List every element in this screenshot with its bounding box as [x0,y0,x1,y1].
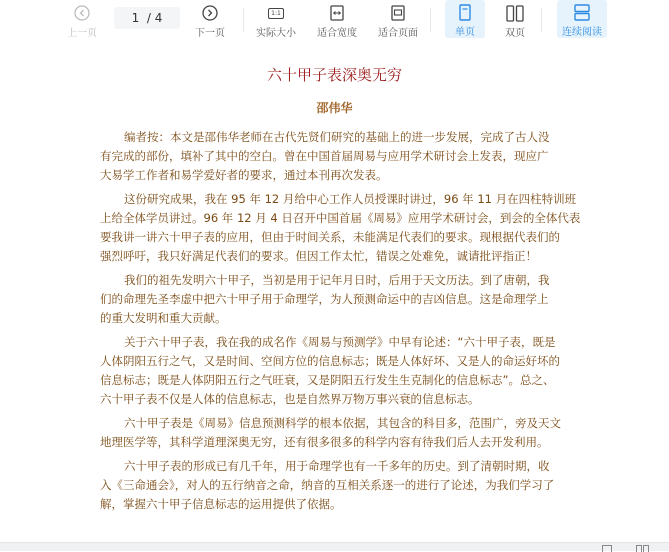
text-line: 六十甲子表的形成已有几千年，用于命理学也有一千多年的历史。到了清朝时期，收 [124,459,550,473]
text-line: 编者按：本文是邵伟华老师在古代先贤们研究的基础上的进一步发展，完成了古人没 [124,130,550,144]
text-line: 我们的祖先发明六十甲子，当初是用于记年月日时，后用于天文历法。到了唐朝，我 [124,273,550,287]
paragraph [100,414,580,452]
prev-page-label: 上一页 [67,28,97,39]
continuous-reading-button[interactable] [557,0,607,38]
paragraph [100,271,580,328]
text-line: 要我讲一讲六十甲子表的应用，但由于时间关系，未能满足代表们的要求。现根据代表们的 [100,230,560,244]
document-body [100,128,580,514]
double-page-icon[interactable] [636,545,642,552]
divider [243,8,244,32]
page-number-text: 1 / 4 [131,11,163,25]
paragraph [100,457,580,514]
single-page-button[interactable] [445,0,485,38]
paragraph [100,190,580,266]
text-line: 关于六十甲子表，我在我的成名作《周易与预测学》中早有论述：“六十甲子表，既是 [124,335,556,349]
fit-page-button[interactable] [374,0,422,40]
page-icon[interactable] [602,545,612,552]
actual-size-label: 实际大小 [256,28,296,39]
text-line: 人体阴阳五行之气，又是时间、空间方位的信息标志；既是人体好坏、又是人的命运好坏的 [100,354,560,368]
text-line: 信息标志；既是人体阴阳五行之气旺衰，又是阴阳五行发生生克制化的信息标志”。总之、 [100,373,555,387]
text-line: 解，掌握六十甲子信息标志的运用提供了依据。 [100,497,342,511]
double-page-icon [506,2,524,24]
paragraph [100,128,580,185]
text-line: 六十甲子表不仅是人体的信息标志，也是自然界万物万事兴衰的信息标志。 [100,392,480,406]
text-line: 有完成的部份，填补了其中的空白。曾在中国首届周易与应用学术研讨会上发表，现应广 [100,149,549,163]
double-page-icon-right [643,545,649,552]
text-line: 们的命理先圣李虚中把六十甲子用于命理学，为人预测命运中的吉凶信息。这是命理学上 [100,292,549,306]
next-page-label: 下一页 [195,28,225,39]
text-line: 大易学工作者和易学爱好者的要求，通过本刊再次发表。 [100,168,388,182]
text-line: 上给全体学员讲过。96 年 12 月 4 日召开中国首届《周易》应用学术研讨会，到会的全体代表 [100,211,581,225]
text-line: 六十甲子表是《周易》信息预测科学的根本依据，其包含的科目多，范围广，旁及天文 [124,416,561,430]
actual-size-icon-text: 1:1 [268,8,284,19]
document-title: 六十甲子表深奥无穷 [266,66,402,84]
paragraph [100,333,580,409]
single-page-icon [459,2,471,23]
actual-size-icon [268,2,284,24]
continuous-reading-label: 连续阅读 [562,27,602,38]
next-page-button[interactable] [190,0,230,40]
fit-width-button[interactable] [313,0,361,40]
text-line: 地理医学等，其科学道理深奥无穷，还有很多很多的科学内容有待我们后人去开发利用。 [100,435,549,449]
double-page-button[interactable] [495,0,535,40]
text-line: 这份研究成果，我在 95 年 12 月给中心工作人员授课时讲过，96 年 11 月在四柱特训班 [124,192,577,206]
fit-page-label: 适合页面 [378,28,418,39]
divider [430,8,431,32]
chevron-left-circle-icon [74,2,90,24]
fit-width-icon [330,2,344,24]
toolbar [0,0,669,42]
chevron-right-circle-icon [202,2,218,24]
page-number-input[interactable] [114,7,180,29]
fit-page-icon [391,2,405,24]
text-line: 强烈呼吁，我只好满足代表们的要求。但因工作太忙，错误之处难免，诚请批评指正！ [100,249,537,263]
prev-page-button[interactable] [62,0,102,40]
double-page-label: 双页 [505,28,525,39]
single-page-label: 单页 [455,27,475,38]
divider [541,8,542,32]
document-author: 邵伟华 [316,101,353,115]
text-line: 的重大发明和重大贡献。 [100,311,227,325]
fit-width-label: 适合宽度 [317,28,357,39]
actual-size-button[interactable] [252,0,300,40]
text-line: 入《三命通会》，对人的五行纳音之命，纳音的互相关系逐一的进行了论述，为我们学习了 [100,478,555,492]
continuous-reading-icon [574,2,590,23]
